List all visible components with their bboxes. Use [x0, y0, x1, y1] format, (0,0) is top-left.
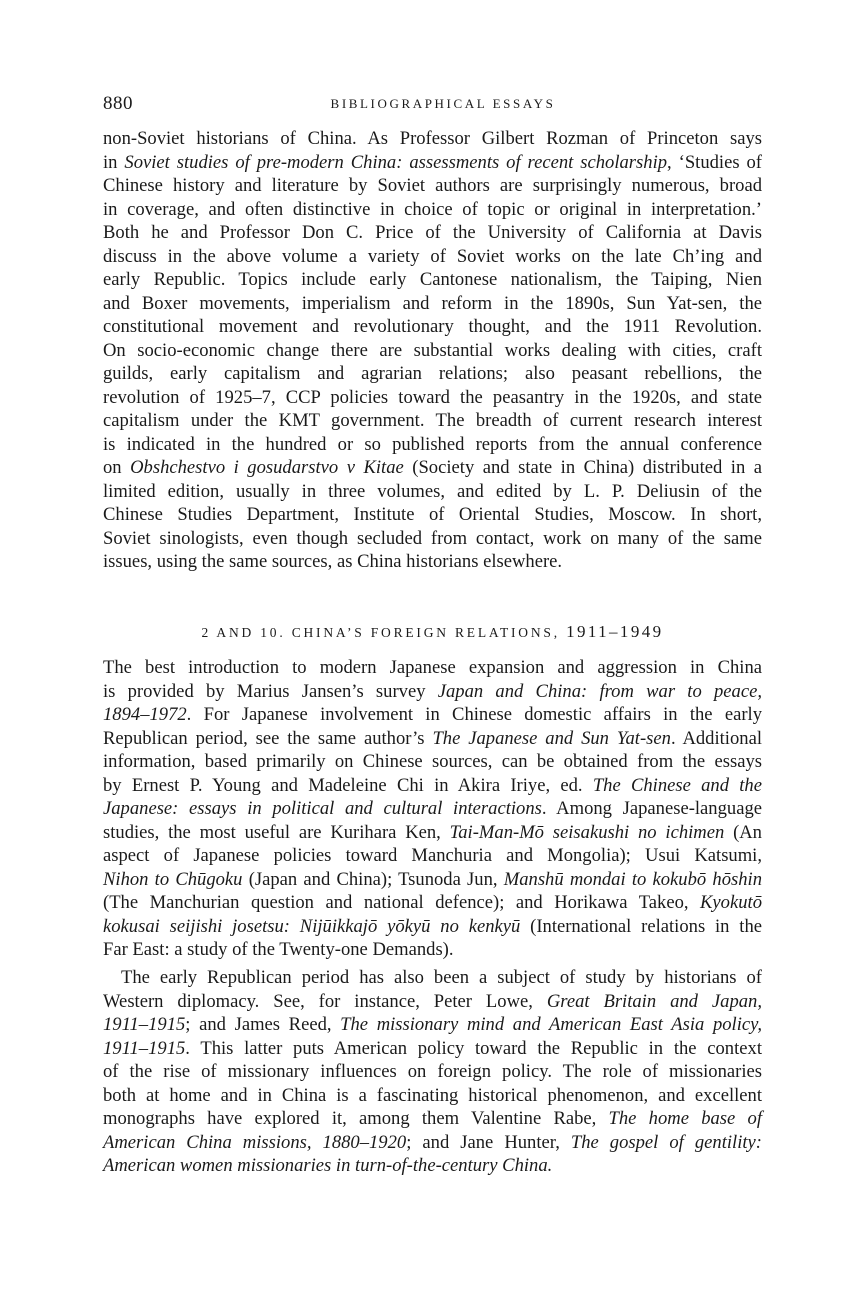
italic-title-text: The home base of	[608, 1108, 762, 1129]
text-line	[103, 503, 762, 527]
text-run: Chinese history and literature by Soviet authors are surprisingly numerous, broad	[103, 175, 762, 196]
text-run: ; and James Reed,	[185, 1014, 341, 1035]
text-line	[103, 750, 762, 774]
italic-title-text: Manshū mondai to kokubō hōshin	[503, 868, 762, 890]
text-run: and Boxer movements, imperialism and reform in the 1890s, Sun Yat-sen, the	[103, 292, 762, 314]
text-run: is provided by Marius Jansen’s survey	[103, 680, 438, 702]
text-run: Soviet sinologists, even though secluded from contact, work on many of the same	[103, 527, 762, 549]
text-run: (Society and state in China) distributed in a	[403, 457, 763, 478]
text-run: . This latter puts American policy toward the Republic in the context	[185, 1037, 762, 1059]
text-line	[103, 990, 762, 1014]
text-line	[103, 1037, 762, 1061]
italic-title-text: 1911–1915	[103, 1014, 186, 1035]
paragraph-early-republican-diplomacy	[103, 966, 762, 1178]
text-line	[103, 292, 762, 316]
text-line	[103, 1131, 762, 1155]
paragraph-soviet-historians	[103, 127, 762, 574]
text-line	[103, 480, 762, 504]
text-run: is indicated in the hundred or so published reports from the annual conference	[103, 433, 762, 455]
text-run: monographs have explored it, among them Valentine Rabe,	[103, 1108, 609, 1129]
text-run: The early Republican period has also been a subject of study by historians of	[121, 967, 762, 988]
text-line	[103, 656, 762, 680]
text-line	[103, 127, 762, 151]
text-run: both at home and in China is a fascinating historical phenomenon, and excellent	[103, 1084, 762, 1106]
text-run: non-Soviet historians of China. As Professor Gilbert Rozman of Princeton says	[103, 128, 762, 149]
text-line	[103, 680, 762, 704]
text-line	[103, 221, 762, 245]
text-line	[103, 1060, 762, 1084]
text-line	[103, 315, 762, 339]
text-run: in	[103, 151, 125, 173]
italic-title-text: American China missions, 1880–1920	[103, 1131, 407, 1153]
text-line	[103, 245, 762, 269]
italic-title-text: Soviet studies of pre-modern China: assessments of recent scholarship	[124, 151, 668, 173]
italic-title-text: Japanese: essays in political and cultural interactions	[103, 798, 542, 819]
text-line	[103, 844, 762, 868]
italic-title-text: Nihon to Chūgoku	[103, 868, 243, 890]
text-run: of the rise of missionary influences on foreign policy. The role of missionaries	[103, 1061, 762, 1082]
italic-title-text: The missionary mind and American East Asia policy,	[340, 1014, 763, 1035]
text-run: early Republic. Topics include early Cantonese nationalism, the Taiping, Nien	[103, 269, 762, 290]
text-line	[103, 409, 762, 433]
text-run: discuss in the above volume a variety of Soviet works on the late Ch’ing and	[103, 245, 762, 267]
text-run: On socio-economic change there are substantial works dealing with cities, craft	[103, 339, 762, 361]
text-line	[103, 362, 762, 386]
text-line	[103, 1013, 762, 1037]
text-line	[103, 550, 762, 574]
running-header	[103, 93, 763, 115]
text-run: aspect of Japanese policies toward Manchuria and Mongolia); Usui Katsumi,	[103, 845, 762, 866]
italic-title-text: The Chinese and the	[592, 774, 762, 796]
italic-title-text: 1911–1915	[103, 1037, 186, 1059]
text-run: Republican period, see the same author’s	[103, 727, 433, 749]
text-line	[103, 915, 762, 939]
text-line	[103, 891, 762, 915]
text-run: (International relations in the	[520, 915, 763, 937]
italic-title-text: The Japanese and Sun Yat-sen	[432, 727, 671, 749]
text-line	[103, 1154, 762, 1178]
text-line	[103, 868, 762, 892]
text-run: revolution of 1925–7, CCP policies toward the peasantry in the 1920s, and state	[103, 386, 762, 408]
italic-title-text: 1894–1972	[103, 704, 187, 725]
italic-title-text: American women missionaries in turn-of-the-century China.	[103, 1155, 553, 1176]
text-run: constitutional movement and revolutionary thought, and the 1911 Revolution.	[103, 316, 762, 337]
text-line	[103, 1084, 762, 1108]
text-run: in coverage, and often distinctive in choice of topic or original in interpretation.’	[103, 198, 762, 220]
italic-title-text: kokusai seijishi josetsu: Nijūikkajō yōkyū no kenkyū	[103, 915, 521, 937]
text-run: Chinese Studies Department, Institute of Oriental Studies, Moscow. In short,	[103, 504, 762, 525]
text-run: capitalism under the KMT government. The breadth of current research interest	[103, 410, 762, 431]
running-title: BIBLIOGRAPHICAL ESSAYS	[330, 96, 556, 111]
text-line	[103, 456, 762, 480]
text-run: issues, using the same sources, as China historians elsewhere.	[103, 551, 563, 572]
text-run: . For Japanese involvement in Chinese domestic affairs in the early	[186, 704, 762, 725]
paragraph-japanese-expansion	[103, 656, 762, 962]
text-line	[103, 727, 762, 751]
text-run: (Japan and China); Tsunoda Jun,	[242, 868, 504, 890]
text-run: information, based primarily on Chinese sources, can be obtained from the essays	[103, 751, 762, 772]
text-line	[103, 433, 762, 457]
text-run: Far East: a study of the Twenty-one Demands).	[103, 939, 454, 960]
text-run: Both he and Professor Don C. Price of the University of California at Davis	[103, 222, 762, 243]
italic-title-text: Obshchestvo i gosudarstvo v Kitae	[130, 457, 404, 478]
text-run: The best introduction to modern Japanese expansion and aggression in China	[103, 657, 762, 678]
text-run: studies, the most useful are Kurihara Ken,	[103, 821, 450, 843]
text-line	[103, 339, 762, 363]
text-run: (The Manchurian question and national defence); and Horikawa Takeo,	[103, 892, 701, 913]
text-run: (An	[724, 821, 762, 843]
text-line	[103, 938, 762, 962]
text-run: limited edition, usually in three volumes, and edited by L. P. Deliusin of the	[103, 480, 762, 502]
text-run: by Ernest P. Young and Madeleine Chi in Akira Iriye, ed.	[103, 774, 593, 796]
text-line	[103, 774, 762, 798]
section-heading-prefix: 2 AND 10. CHINA’S FOREIGN RELATIONS,	[201, 625, 560, 640]
text-run: . Among Japanese-language	[541, 798, 762, 819]
text-run: Western diplomacy. See, for instance, Peter Lowe,	[103, 990, 547, 1012]
text-run: guilds, early capitalism and agrarian relations; also peasant rebellions, the	[103, 363, 762, 384]
text-line	[103, 797, 762, 821]
text-run: . Additional	[670, 727, 762, 749]
italic-title-text: Japan and China: from war to peace,	[437, 680, 762, 702]
text-line	[103, 703, 762, 727]
text-run: , ‘Studies of	[667, 151, 762, 173]
page-number: 880	[103, 93, 133, 114]
text-line	[103, 527, 762, 551]
italic-title-text: Tai-Man-Mō seisakushi no ichimen	[449, 821, 725, 843]
text-line	[103, 386, 762, 410]
section-heading-years: 1911–1949	[566, 622, 664, 641]
text-line	[103, 151, 762, 175]
text-run: ; and Jane Hunter,	[406, 1131, 571, 1153]
text-line	[103, 821, 762, 845]
italic-title-text: Great Britain and Japan,	[546, 990, 762, 1012]
italic-title-text: Kyokutō	[700, 892, 762, 913]
italic-title-text: The gospel of gentility:	[570, 1131, 762, 1153]
text-line	[103, 268, 762, 292]
text-line	[103, 174, 762, 198]
text-line	[103, 198, 762, 222]
text-line	[103, 1107, 762, 1131]
text-line	[103, 966, 762, 990]
text-run: on	[103, 457, 131, 478]
section-heading	[103, 622, 762, 642]
